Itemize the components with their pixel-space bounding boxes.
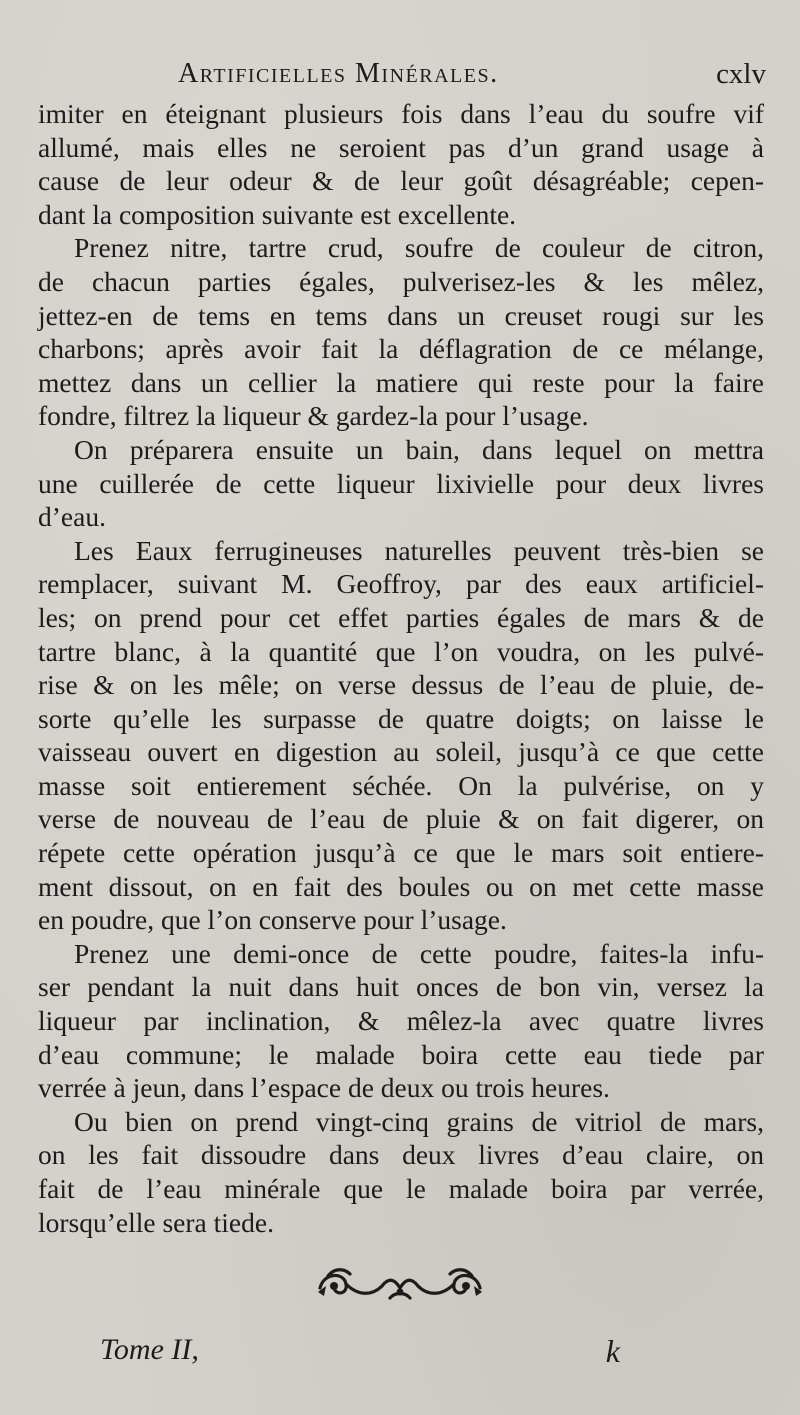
text-line: jettez-en de tems en tems dans un creuset rougi sur les — [38, 299, 764, 331]
text-line: charbons; après avoir fait la déflagration de ce mélange, — [38, 333, 764, 365]
paragraph-first-line: Les Eaux ferrugineuses naturelles peuvent très-bien se — [74, 534, 764, 566]
text-line: sorte qu’elle les surpasse de quatre doigts; on laisse le — [38, 702, 764, 734]
paragraph-first-line: Prenez nitre, tartre crud, soufre de couleur de citron, — [74, 232, 764, 264]
text-line: d’eau commune; le malade boira cette eau tiede par — [38, 1038, 764, 1070]
body-text — [38, 97, 764, 1239]
text-line: en poudre, que l’on conserve pour l’usage. — [38, 904, 507, 936]
text-line: fondre, filtrez la liqueur & gardez-la pour l’usage. — [38, 400, 589, 432]
text-line: les; on prend pour cet effet parties égales de mars & de — [38, 601, 764, 633]
text-line: allumé, mais elles ne seroient pas d’un grand usage à — [38, 131, 764, 163]
page-header — [40, 58, 766, 94]
text-line: ment dissout, on en fait des boules ou on met cette masse — [38, 870, 764, 902]
text-line: rise & on les mêle; on verse dessus de l’eau de pluie, de- — [38, 669, 764, 701]
text-line: dant la composition suivante est excellente. — [38, 198, 517, 230]
running-head: Artificielles Minérales. — [178, 58, 499, 89]
gathering-signature: k — [605, 1333, 620, 1369]
text-line: on les fait dissoudre dans deux livres d’eau claire, on — [38, 1139, 764, 1171]
text-line: imiter en éteignant plusieurs fois dans l’eau du soufre vif — [38, 98, 764, 129]
text-line: verrée à jeun, dans l’espace de deux ou trois heures. — [38, 1072, 610, 1104]
text-line: verse de nouveau de l’eau de pluie & on fait digerer, on — [38, 803, 764, 835]
text-line: d’eau. — [38, 501, 106, 533]
page-footer — [100, 1333, 630, 1373]
text-line: de chacun parties égales, pulverisez-les & les mêlez, — [38, 265, 764, 297]
page-number: cxlv — [716, 58, 766, 90]
paragraph-first-line: Prenez une demi-once de cette poudre, faites-la infu- — [74, 937, 764, 969]
text-line: cause de leur odeur & de leur goût désagréable; cepen- — [38, 165, 764, 197]
text-line: lorsqu’elle sera tiede. — [38, 1206, 274, 1238]
text-line: remplacer, suivant M. Geoffroy, par des eaux artificiel- — [38, 568, 764, 600]
text-line: liqueur par inclination, & mêlez-la avec quatre livres — [38, 1005, 764, 1037]
paragraph-first-line: Ou bien on prend vingt-cinq grains de vitriol de mars, — [74, 1105, 764, 1137]
text-line: mettez dans un cellier la matiere qui reste pour la faire — [38, 366, 764, 398]
text-line: tartre blanc, à la quantité que l’on voudra, on les pulvé- — [38, 635, 764, 667]
text-line: une cuillerée de cette liqueur lixivielle pour deux livres — [38, 467, 764, 499]
text-line: fait de l’eau minérale que le malade boira par verrée, — [38, 1173, 764, 1204]
text-line: répete cette opération jusqu’à ce que le mars soit entiere- — [38, 837, 764, 869]
text-line: ser pendant la nuit dans huit onces de bon vin, versez la — [38, 971, 764, 1003]
paragraph-first-line: On préparera ensuite un bain, dans lequel on mettra — [74, 433, 764, 465]
fleuron-ornament-icon — [310, 1262, 490, 1306]
volume-signature: Tome II, — [100, 1333, 199, 1366]
text-line: masse soit entierement séchée. On la pulvérise, on y — [38, 769, 764, 801]
text-line: vaisseau ouvert en digestion au soleil, jusqu’à ce que cette — [38, 736, 764, 768]
